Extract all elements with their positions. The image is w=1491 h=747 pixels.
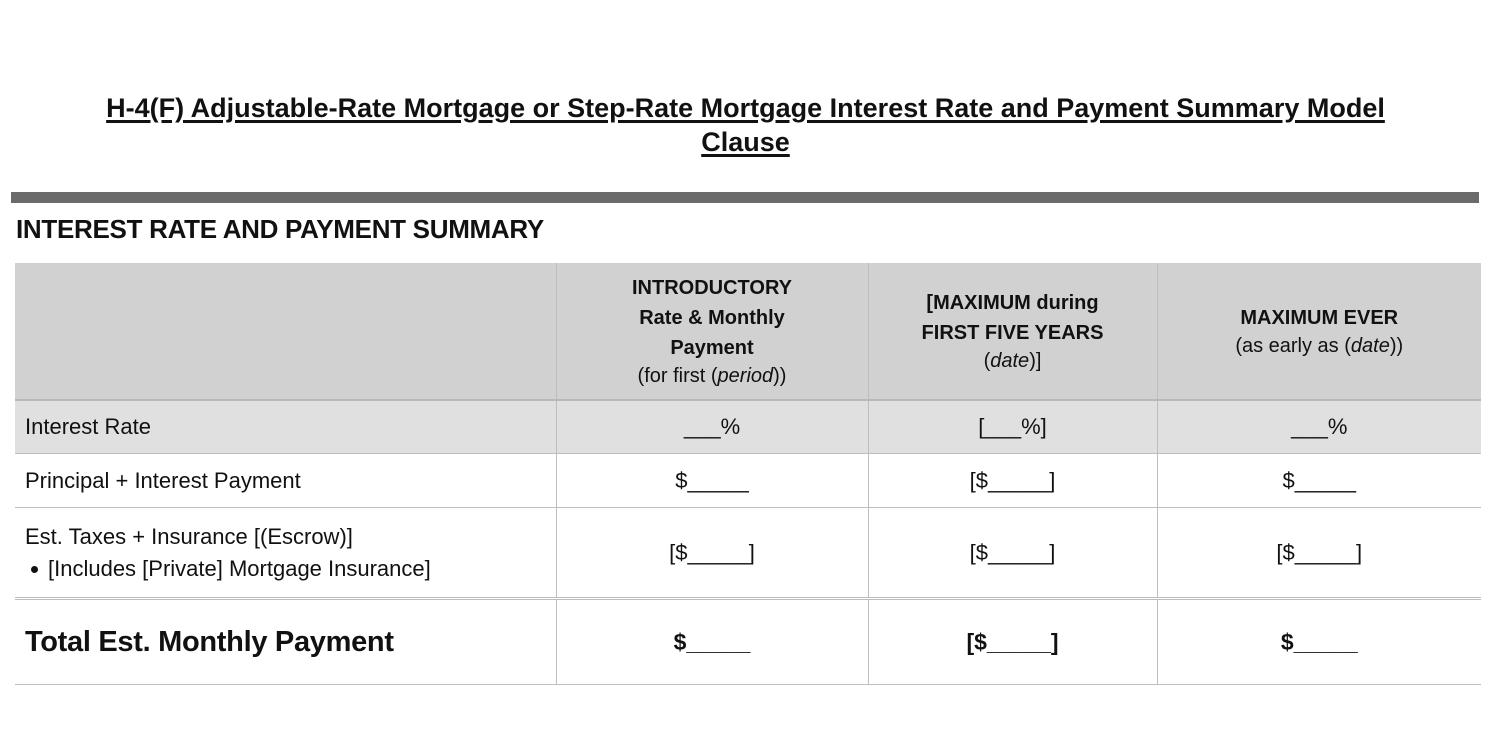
sub-bullet-text: [Includes [Private] Mortgage Insurance] [48, 555, 431, 581]
header-maximum-ever [1157, 263, 1481, 400]
bullet-icon [31, 566, 38, 573]
header-max-first-five-years [868, 263, 1157, 400]
section-divider [11, 192, 1479, 203]
sub-suffix: )] [1029, 349, 1042, 372]
cell-value: [$_____] [868, 599, 1157, 685]
cell-value: [$_____] [1157, 508, 1481, 599]
sub-prefix: ( [983, 349, 991, 372]
section-heading: INTEREST RATE AND PAYMENT SUMMARY [16, 214, 544, 244]
cell-value: ___% [1157, 400, 1481, 454]
table-row-taxes-insurance [15, 508, 1481, 599]
row-label: Interest Rate [15, 400, 556, 454]
title-line-1: H-4(F) Adjustable-Rate Mortgage or Step-Rate Mortgage Interest Rate and Payment Summary Model [106, 93, 1385, 123]
header-subtitle [557, 363, 868, 390]
header-subtitle [869, 348, 1157, 375]
table-header-row [15, 263, 1481, 400]
header-line: Payment [670, 336, 754, 359]
cell-value: $_____ [556, 454, 868, 508]
cell-value: $_____ [1157, 599, 1481, 685]
cell-value: $_____ [556, 599, 868, 685]
cell-value: $_____ [1157, 454, 1481, 508]
sub-italic: date [1350, 334, 1390, 357]
header-line: INTRODUCTORY [632, 276, 792, 299]
row-label: Principal + Interest Payment [15, 454, 556, 508]
cell-value: ___% [556, 400, 868, 454]
title-line-2: Clause [701, 127, 790, 157]
sub-italic: period [717, 364, 774, 387]
row-label: Est. Taxes + Insurance [(Escrow)] [25, 523, 353, 549]
payment-summary-table [15, 263, 1481, 685]
header-line: MAXIMUM EVER [1240, 306, 1399, 329]
cell-value: [$_____] [868, 454, 1157, 508]
cell-value: [___%] [868, 400, 1157, 454]
sub-suffix: )) [1389, 334, 1404, 357]
header-subtitle [1158, 333, 1482, 360]
sub-suffix: )) [773, 364, 787, 387]
header-introductory [556, 263, 868, 400]
header-line: FIRST FIVE YEARS [921, 321, 1104, 344]
header-line: Rate & Monthly [639, 306, 785, 329]
document-title [0, 91, 1491, 159]
header-blank [15, 263, 556, 400]
sub-bullet-item [25, 556, 556, 582]
sub-prefix: (for first ( [637, 364, 718, 387]
header-line: [MAXIMUM during [926, 291, 1099, 314]
sub-prefix: (as early as ( [1235, 334, 1351, 357]
table-row-total [15, 599, 1481, 685]
cell-value: [$_____] [868, 508, 1157, 599]
table-row-principal-interest [15, 454, 1481, 508]
row-label: Total Est. Monthly Payment [15, 599, 556, 685]
table-row-interest-rate [15, 400, 1481, 454]
sub-italic: date [990, 349, 1030, 372]
row-label-group [15, 508, 556, 599]
cell-value: [$_____] [556, 508, 868, 599]
